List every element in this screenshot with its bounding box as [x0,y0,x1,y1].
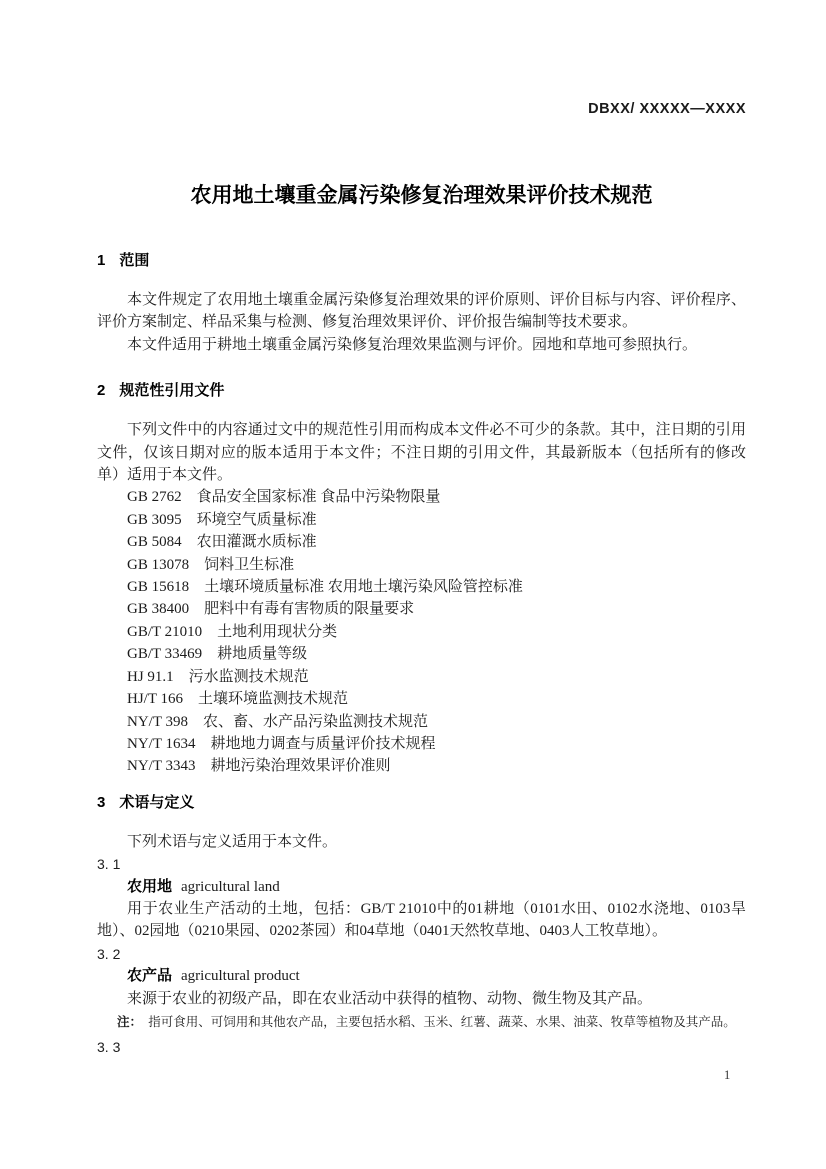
reference-code: GB 3095 [127,511,182,528]
reference-item [97,666,746,688]
term-definition: 来源于农业的初级产品，即在农业活动中获得的植物、动物、微生物及其产品。 [127,990,653,1007]
section-title: 术语与定义 [119,793,195,811]
doc-title: 农用地土壤重金属污染修复治理效果评价技术规范 [190,184,653,207]
reference-item [97,509,746,531]
reference-title: 食品安全国家标准 食品中污染物限量 [196,489,441,506]
scope-paragraph-2: 本文件适用于耕地土壤重金属污染修复治理效果监测与评价。园地和草地可参照执行。 [127,336,698,353]
reference-title: 土地利用现状分类 [217,623,338,640]
section-number: 1 [97,252,106,269]
reference-title: 污水监测技术规范 [188,668,309,685]
note-label: 注： [117,1014,143,1029]
reference-code: GB 15618 [127,579,190,596]
reference-code: GB 2762 [127,489,182,506]
term-en: agricultural product [181,968,300,985]
term-number-3-3: 3. 3 [97,1038,121,1055]
reference-code: NY/T 3343 [127,758,196,775]
terms-intro: 下列术语与定义适用于本文件。 [127,833,338,850]
references-intro: 下列文件中的内容通过文中的规范性引用而构成本文件必不可少的条款。其中，注日期的引用文件，仅该日期对应的版本适用于本文件；不注日期的引用文件，其最新版本（包括所有的修改单）适用于本文件。 [97,422,746,484]
note-text: 指可食用、可饲用和其他农产品，主要包括水稻、玉米、红薯、蔬菜、水果、油菜、牧草等植物及其产品。 [148,1014,736,1029]
term-heading-agricultural-land [97,876,746,898]
reference-code: GB/T 21010 [127,623,203,640]
term-number-3-1: 3. 1 [97,856,121,873]
reference-title: 肥料中有毒有害物质的限量要求 [204,601,415,618]
reference-code: GB 13078 [127,556,190,573]
section-heading-references [97,382,746,400]
reference-code: NY/T 1634 [127,735,196,752]
reference-item [97,733,746,755]
scope-paragraph-1: 本文件规定了农用地土壤重金属污染修复治理效果的评价原则、评价目标与内容、评价程序、评价方案制定、样品采集与检测、修复治理效果评价、评价报告编制等技术要求。 [97,292,746,331]
term-number-3-2: 3. 2 [97,945,121,962]
reference-title: 农田灌溉水质标准 [196,534,317,551]
reference-code: HJ 91.1 [127,668,174,685]
reference-item [97,643,746,665]
references-list [97,486,746,777]
section-heading-terms [97,794,746,812]
reference-code: GB/T 33469 [127,646,203,663]
reference-title: 耕地质量等级 [217,646,308,663]
reference-title: 土壤环境监测技术规范 [197,691,348,708]
section-title: 规范性引用文件 [119,382,225,400]
reference-item [97,621,746,643]
reference-title: 环境空气质量标准 [196,511,317,528]
term-zh: 农用地 [127,877,173,895]
section-title: 范围 [119,252,150,269]
term-en: agricultural land [181,878,280,895]
reference-title: 农、畜、水产品污染监测技术规范 [202,713,428,730]
section-number: 2 [97,382,106,400]
term-heading-agricultural-product [97,965,746,987]
term-zh: 农产品 [127,967,173,985]
reference-item [97,486,746,508]
reference-title: 耕地污染治理效果评价准则 [210,758,391,775]
doc-code: DBXX/ XXXXX—XXXX [588,101,746,117]
reference-item [97,711,746,733]
reference-item [97,598,746,620]
reference-title: 土壤环境质量标准 农用地土壤污染风险管控标准 [204,579,523,596]
reference-item [97,531,746,553]
section-heading-scope [97,252,746,270]
reference-item [97,554,746,576]
reference-code: NY/T 398 [127,713,188,730]
reference-item [97,755,746,777]
reference-code: GB 5084 [127,534,182,551]
reference-title: 饲料卫生标准 [204,556,295,573]
reference-code: GB 38400 [127,601,190,618]
term-note [97,1012,746,1032]
reference-title: 耕地地力调查与质量评价技术规程 [210,735,436,752]
reference-item [97,576,746,598]
page-number: 1 [724,1068,731,1082]
reference-item [97,688,746,710]
term-definition: 用于农业生产活动的土地，包括：GB/T 21010中的01耕地（0101水田、0102水浇地、0103旱地）、02园地（0210果园、0202茶园）和04草地（0401天然牧草地、0403人工牧草地）。 [97,900,746,940]
section-number: 3 [97,793,106,811]
reference-code: HJ/T 166 [127,691,183,708]
